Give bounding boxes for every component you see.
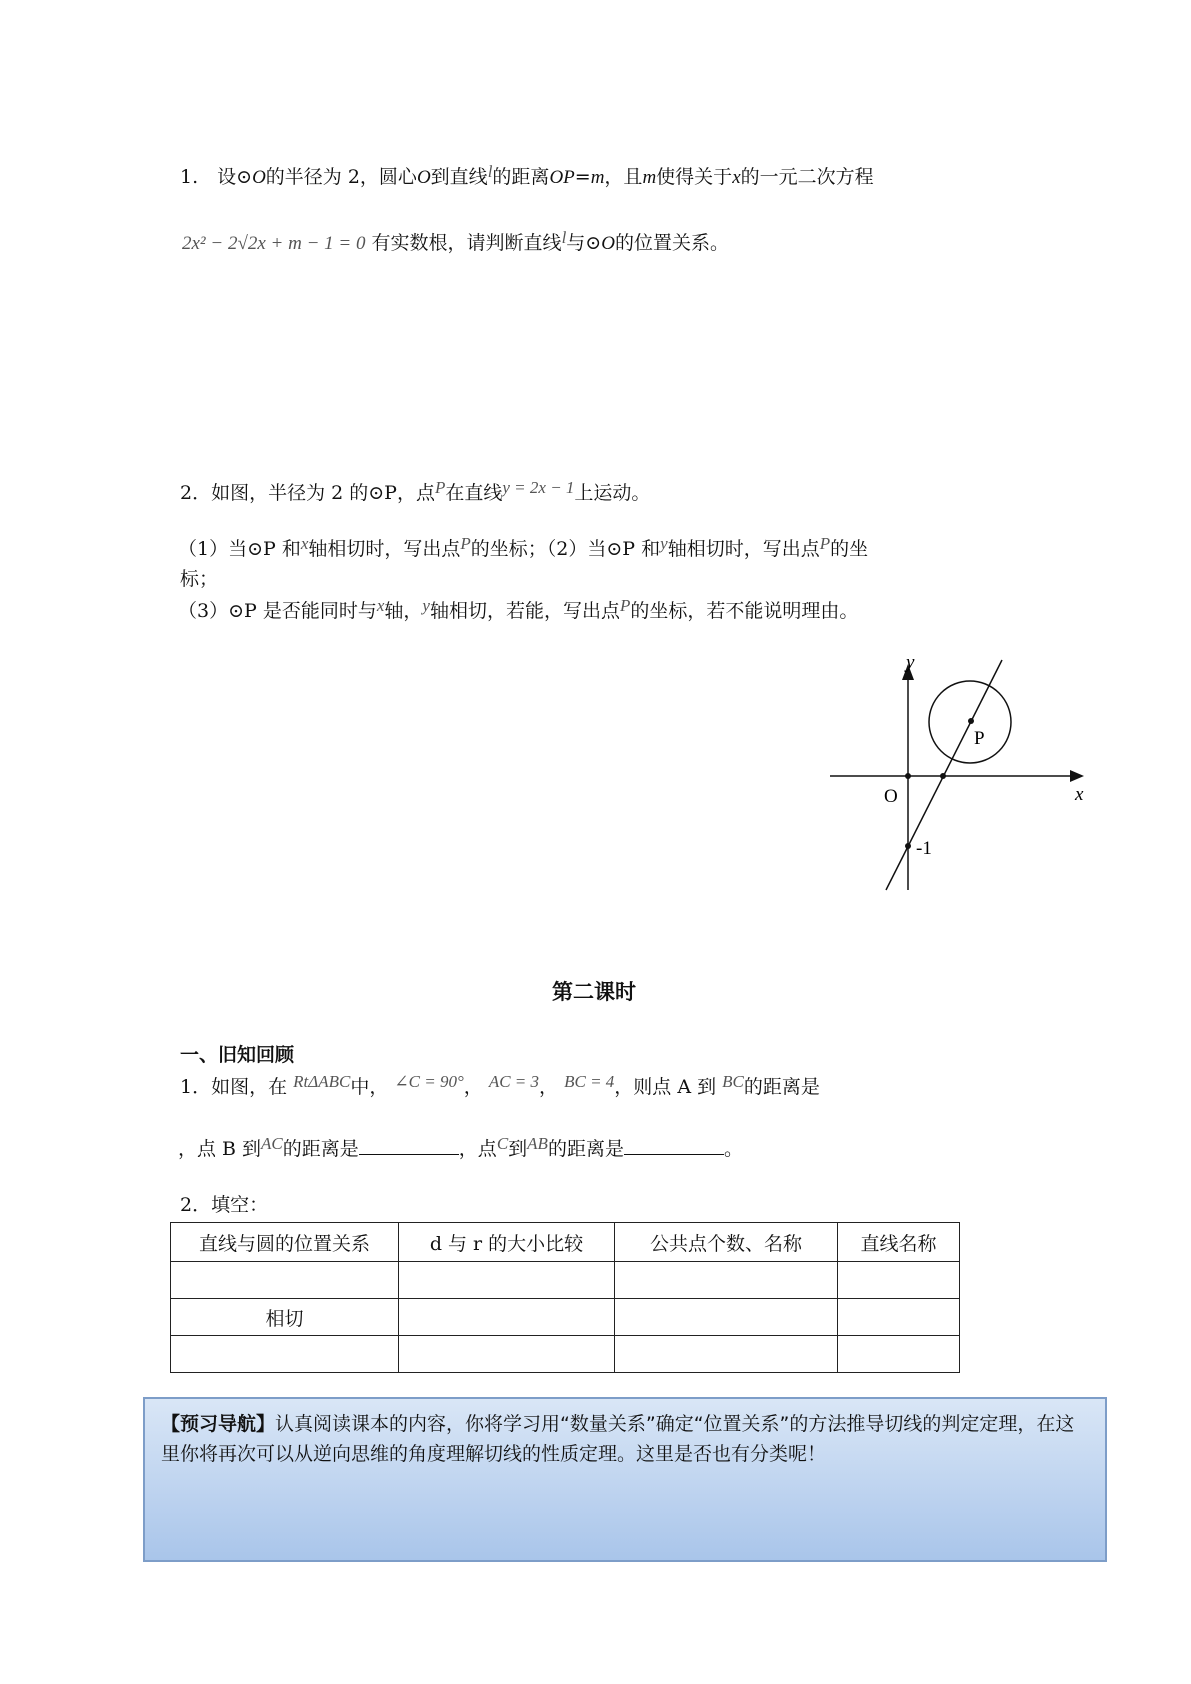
text: ，且 <box>604 166 643 188</box>
text: 。 <box>723 1138 743 1160</box>
math-ac: AC = 3 <box>488 1072 540 1091</box>
guide-text: 认真阅读课本的内容，你将学习用“数量关系”确定“位置关系”的方法推导切线的判定定理，在这里你将再次可以从逆向思维的角度理解切线的性质定理。这里是否也有分类呢！ <box>161 1413 1075 1465</box>
x-axis-label: x <box>1075 784 1084 805</box>
y-axis-label: y <box>906 652 915 673</box>
math-x: x <box>300 534 309 553</box>
text: 中， <box>350 1076 389 1098</box>
q1-line2 <box>182 230 729 257</box>
table-header: d 与 r 的大小比较 <box>399 1223 615 1262</box>
text: 轴， <box>384 600 423 622</box>
math-P: P <box>460 534 471 553</box>
math-y: y <box>422 596 430 615</box>
math-O: O <box>252 167 266 188</box>
review-q1-line2 <box>178 1136 743 1163</box>
table-row <box>171 1336 960 1373</box>
math-m: m <box>642 167 657 188</box>
text: 的距离是 <box>282 1138 359 1160</box>
text: 有实数根，请判断直线 <box>371 232 562 254</box>
math-y: y <box>660 534 668 553</box>
math-m: m <box>590 167 605 188</box>
text: 到直线 <box>430 166 488 188</box>
table-cell[interactable] <box>615 1299 838 1336</box>
review-heading: 一、旧知回顾 <box>180 1044 295 1066</box>
math-x: x <box>376 596 385 615</box>
math-angle: ∠C = 90° <box>394 1072 464 1091</box>
table-cell: 相切 <box>171 1299 399 1336</box>
math-P: P <box>819 534 831 553</box>
q2-line4 <box>178 598 858 625</box>
table-header: 直线名称 <box>838 1223 960 1262</box>
text: ，点 <box>458 1138 497 1160</box>
text: 1．如图，在 <box>180 1076 288 1098</box>
math-P: P <box>434 478 446 497</box>
math-l: l <box>487 162 493 181</box>
text: 2．如图，半径为 2 的⊙P，点 <box>180 482 435 504</box>
text: 到 <box>508 1138 528 1160</box>
equation: 2x² − 2√2x + m − 1 = 0 <box>182 233 366 254</box>
intercept-label: -1 <box>916 838 932 859</box>
review-table <box>170 1222 960 1373</box>
table-cell[interactable] <box>171 1336 399 1373</box>
table-header: 公共点个数、名称 <box>615 1223 838 1262</box>
text: 的距离是 <box>743 1076 820 1098</box>
q2-line3 <box>180 566 218 592</box>
figure-svg <box>830 650 1110 910</box>
math-bc: BC = 4 <box>564 1072 615 1091</box>
text: 的坐标；（2）当⊙P 和 <box>470 538 661 560</box>
math-l: l <box>561 228 567 247</box>
table-row <box>171 1299 960 1336</box>
text: 的一元二次方程 <box>740 166 874 188</box>
answer-blank[interactable] <box>359 1136 459 1155</box>
math-x: x <box>732 167 741 188</box>
coordinate-figure <box>830 650 1110 914</box>
x-axis-arrow <box>1070 770 1084 782</box>
text: 轴相切，若能，写出点 <box>429 600 620 622</box>
point-origin <box>905 773 911 779</box>
text: 上运动。 <box>574 482 651 504</box>
point-x-intercept <box>940 773 946 779</box>
preview-guide-box <box>143 1397 1107 1562</box>
text: 的坐标，若不能说明理由。 <box>630 600 859 622</box>
point-y-intercept <box>905 843 911 849</box>
text: ，则点 A 到 <box>614 1076 717 1098</box>
table-cell[interactable] <box>615 1336 838 1373</box>
table-cell[interactable] <box>399 1262 615 1299</box>
q2-line1 <box>180 480 650 507</box>
q2-line2 <box>178 536 868 563</box>
text: 轴相切时，写出点 <box>667 538 820 560</box>
math-triangle: RtΔABC <box>293 1072 351 1091</box>
math-OP: OP <box>549 167 575 188</box>
table-cell[interactable] <box>838 1262 960 1299</box>
text: = <box>574 166 591 188</box>
table-cell[interactable] <box>171 1262 399 1299</box>
lesson-title: 第二课时 <box>552 980 636 1004</box>
math-c: C <box>496 1134 509 1153</box>
text: ， <box>539 1076 559 1098</box>
text: 1. 设⊙ <box>180 166 253 188</box>
table-row <box>171 1262 960 1299</box>
guide-tag: 【预习导航】 <box>161 1413 276 1435</box>
table-cell[interactable] <box>399 1336 615 1373</box>
text: 的位置关系。 <box>614 232 729 254</box>
math-ab: AB <box>527 1134 548 1153</box>
math-O: O <box>601 233 615 254</box>
text: ， <box>463 1076 483 1098</box>
table-header-row <box>171 1223 960 1262</box>
equation: y = 2x − 1 <box>502 478 575 497</box>
text: ，点 B 到 <box>178 1138 262 1160</box>
table-cell[interactable] <box>399 1299 615 1336</box>
text: 的半径为 2，圆心 <box>265 166 417 188</box>
answer-blank[interactable] <box>624 1136 724 1155</box>
text: 的距离 <box>492 166 550 188</box>
text: （3）⊙P 是否能同时与 <box>178 600 377 622</box>
origin-label: O <box>884 786 898 807</box>
math-O: O <box>416 167 431 188</box>
text: 在直线 <box>445 482 503 504</box>
text: （1）当⊙P 和 <box>178 538 301 560</box>
text: 的坐 <box>830 538 869 560</box>
text: 的距离是 <box>547 1138 624 1160</box>
point-P <box>968 718 974 724</box>
p-label: P <box>974 728 985 749</box>
review-q1-line1 <box>180 1074 820 1101</box>
review-q2-label: 2．填空： <box>180 1194 269 1216</box>
table-cell[interactable] <box>838 1299 960 1336</box>
math-P: P <box>619 596 631 615</box>
table-cell[interactable] <box>838 1336 960 1373</box>
math-bc: BC <box>722 1072 744 1091</box>
text: 与⊙ <box>566 232 602 254</box>
table-cell[interactable] <box>615 1262 838 1299</box>
text: 标； <box>180 568 219 590</box>
text: 使得关于 <box>656 166 733 188</box>
text: 轴相切时，写出点 <box>308 538 461 560</box>
table-header: 直线与圆的位置关系 <box>171 1223 399 1262</box>
math-ac: AC <box>261 1134 283 1153</box>
q1-line1 <box>180 164 874 191</box>
